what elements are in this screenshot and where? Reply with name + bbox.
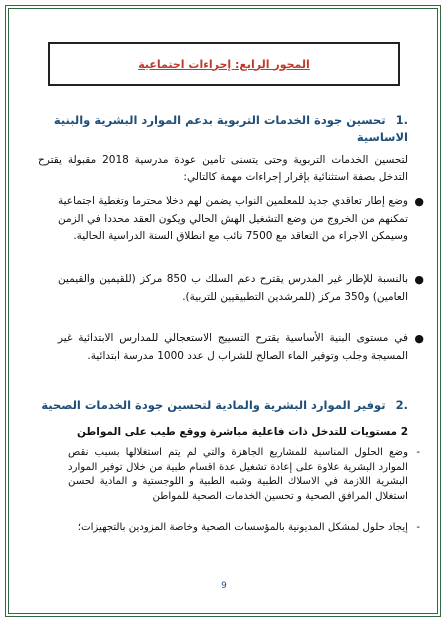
heading-2-number: .2 (395, 398, 408, 412)
dash-item-2 (68, 521, 420, 536)
dash-text-1: وضع الحلول المناسبة للمشاريع الجاهزة والتي لم يتم استغلالها بسبب نقص الموارد البشرية علاوة على إعادة تشغيل عدة اقسام طبية من خلال توفير الموارد البشرية اللازمة في الاسلاك الطبية وشبه الطبية و اللوجستية و المادية لحسن استغلال المرافق الصحية و تحسين الخدمات الصحية للمواطن (68, 447, 408, 502)
heading-2-text: توفير الموارد البشرية والمادية لتحسين جودة الخدمات الصحية (41, 398, 386, 412)
bullet-dot-icon: ● (414, 195, 424, 208)
section-title-box (48, 42, 400, 86)
dash-marker: - (416, 522, 420, 533)
intro-paragraph: لتحسين الخدمات التربوية وحتى يتسنى تامين عودة مدرسية 2018 مقبولة يقترح التدخل بصفة استثنائية بإقرار إجراءات مهمة كالتالي: (38, 154, 408, 183)
page-number: 9 (221, 581, 227, 591)
heading-2 (38, 397, 408, 414)
bullet-dot-icon: ● (414, 332, 424, 345)
bullet-item-3 (58, 330, 424, 365)
levels-line: 2 مستويات للتدخل ذات فاعلية مباشرة ووقع طيب على المواطن (76, 426, 408, 438)
dash-marker: - (416, 447, 420, 458)
bullet-text-1: وضع إطار تعاقدي جديد للمعلمين النواب يضمن لهم دخلا محترما وتغطية اجتماعية تمكنهم من الخروج من وضع التشغيل الهش الحالي ويكون العقد محددا في الزمن وسيمكن الاجراء من التعاقد مع 7500 نائب مع انطلاق السنة الدراسية الحالية. (58, 195, 408, 242)
bullet-item-1 (58, 193, 424, 246)
bullet-text-3: في مستوى البنية الأساسية يقترح التسييج الاستعجالي للمدارس الابتدائية غير المسيجة وجلب وتوفير الماء الصالح للشراب ل عدد 1000 مدرسة ابتدائية. (58, 332, 408, 362)
dash-item-1 (68, 446, 420, 504)
dash-text-2: إيجاد حلول لمشكل المديونية بالمؤسسات الصحية وخاصة المزودين بالتجهيزات؛ (77, 522, 408, 533)
section-title: المحور الرابع: إجراءات اجتماعية (138, 57, 310, 71)
bullet-text-2: بالنسبة للإطار غير المدرس يقترح دعم السلك ب 850 مركز (للقيمين والقيمين العامين) و350 مركز (للمرشدين التطبيقيين للتربية). (58, 273, 408, 303)
bullet-dot-icon: ● (414, 273, 424, 286)
heading-1 (38, 112, 408, 146)
heading-1-text: تحسين جودة الخدمات التربوية بدعم الموارد البشرية والبنية الاساسية (53, 113, 408, 144)
heading-1-number: .1 (395, 113, 408, 127)
bullet-item-2 (58, 271, 424, 306)
